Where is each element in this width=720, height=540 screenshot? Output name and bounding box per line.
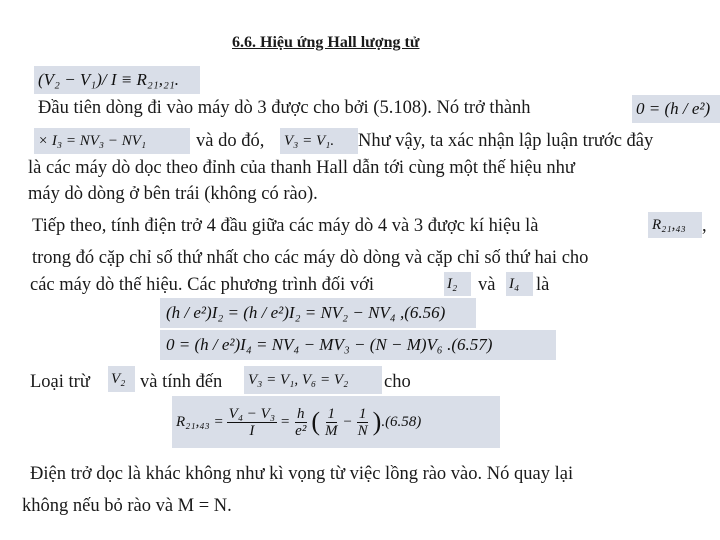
eq658-den4: N [357, 422, 368, 439]
p1-line4: máy dò dòng ở bên trái (không có rào). [28, 184, 318, 204]
p2-line1: Tiếp theo, tính điện trở 4 đầu giữa các máy dò 4 và 3 được kí hiệu là [32, 216, 539, 236]
eq658-num3: 1 [327, 405, 335, 422]
equation-current-zero: 0 = (h / e²) [632, 95, 720, 123]
eq658-equals: = [280, 413, 291, 430]
eq658-num4: 1 [358, 405, 367, 422]
eq658-minus: − [342, 413, 353, 430]
p1-line3: là các máy dò dọc theo đỉnh của thanh Hall dẫn tới cùng một thế hiệu như [28, 158, 575, 178]
p3-mid: và tính đến [140, 372, 223, 392]
p2-line3: các máy dò thế hiệu. Các phương trình đối với [30, 275, 375, 295]
eq658-open-paren: ( [311, 407, 320, 436]
eq658-lhs: R₂₁,₄₃ = [176, 413, 224, 430]
equation-r2143: R₂₁,₄₃ [648, 212, 702, 238]
eq658-frac3 [323, 406, 340, 439]
p2-comma: , [702, 216, 707, 236]
equation-v3-v1: V₃ = V₁. [280, 128, 358, 154]
eq658-num2: h [297, 405, 305, 422]
p3-lead: Loại trừ [30, 372, 90, 392]
eq658-den2: e² [295, 422, 307, 439]
p1-line2-rest: Như vậy, ta xác nhận lập luận trước đây [358, 131, 654, 151]
section-title: 6.6. Hiệu ứng Hall lượng tử [232, 34, 420, 51]
eq658-label: .(6.58) [381, 413, 422, 430]
eq658-num1: V₄ − V₃ [228, 405, 276, 422]
eq658-close-paren: ) [372, 407, 382, 436]
p1-line1: Đầu tiên dòng đi vào máy dò 3 được cho bởi (5.108). Nó trở thành [38, 98, 531, 118]
p4-line1: Điện trở dọc là khác không như kì vọng từ việc lồng rào vào. Nó quay lại [30, 464, 574, 484]
p2-and: và [478, 275, 496, 295]
equation-i3: × I₃ = NV₃ − NV₁ [34, 128, 190, 154]
equation-6-56: (h / e²)I₂ = (h / e²)I₂ = NV₂ − NV₄ ,(6.56) [160, 298, 476, 328]
equation-i4: I₄ [506, 272, 533, 296]
eq658-frac4 [356, 406, 370, 439]
p4-line2: không nếu bỏ rào và M = N. [22, 496, 232, 516]
equation-6-57: 0 = (h / e²)I₄ = NV₄ − MV₃ − (N − M)V₆ .(6.57) [160, 330, 556, 360]
eq658-frac1 [227, 406, 277, 439]
eq658-frac2 [293, 406, 308, 439]
equation-v2: V₂ [108, 366, 135, 392]
eq658-den1: I [249, 422, 255, 439]
p2-is: là [536, 275, 550, 295]
equation-6-58 [172, 396, 500, 448]
p1-line2-mid: và do đó, [196, 131, 265, 151]
p3-end: cho [384, 372, 411, 392]
p2-line2: trong đó cặp chỉ số thứ nhất cho các máy dò dòng và cặp chỉ số thứ hai cho [32, 248, 589, 268]
eq658-den3: M [325, 422, 338, 439]
equation-i2: I₂ [444, 272, 471, 296]
intro-equation: (V₂ − V₁)/ I ≡ R₂₁,₂₁. [34, 66, 200, 94]
equation-conditions: V₃ = V₁, V₆ = V₂ [244, 366, 382, 394]
